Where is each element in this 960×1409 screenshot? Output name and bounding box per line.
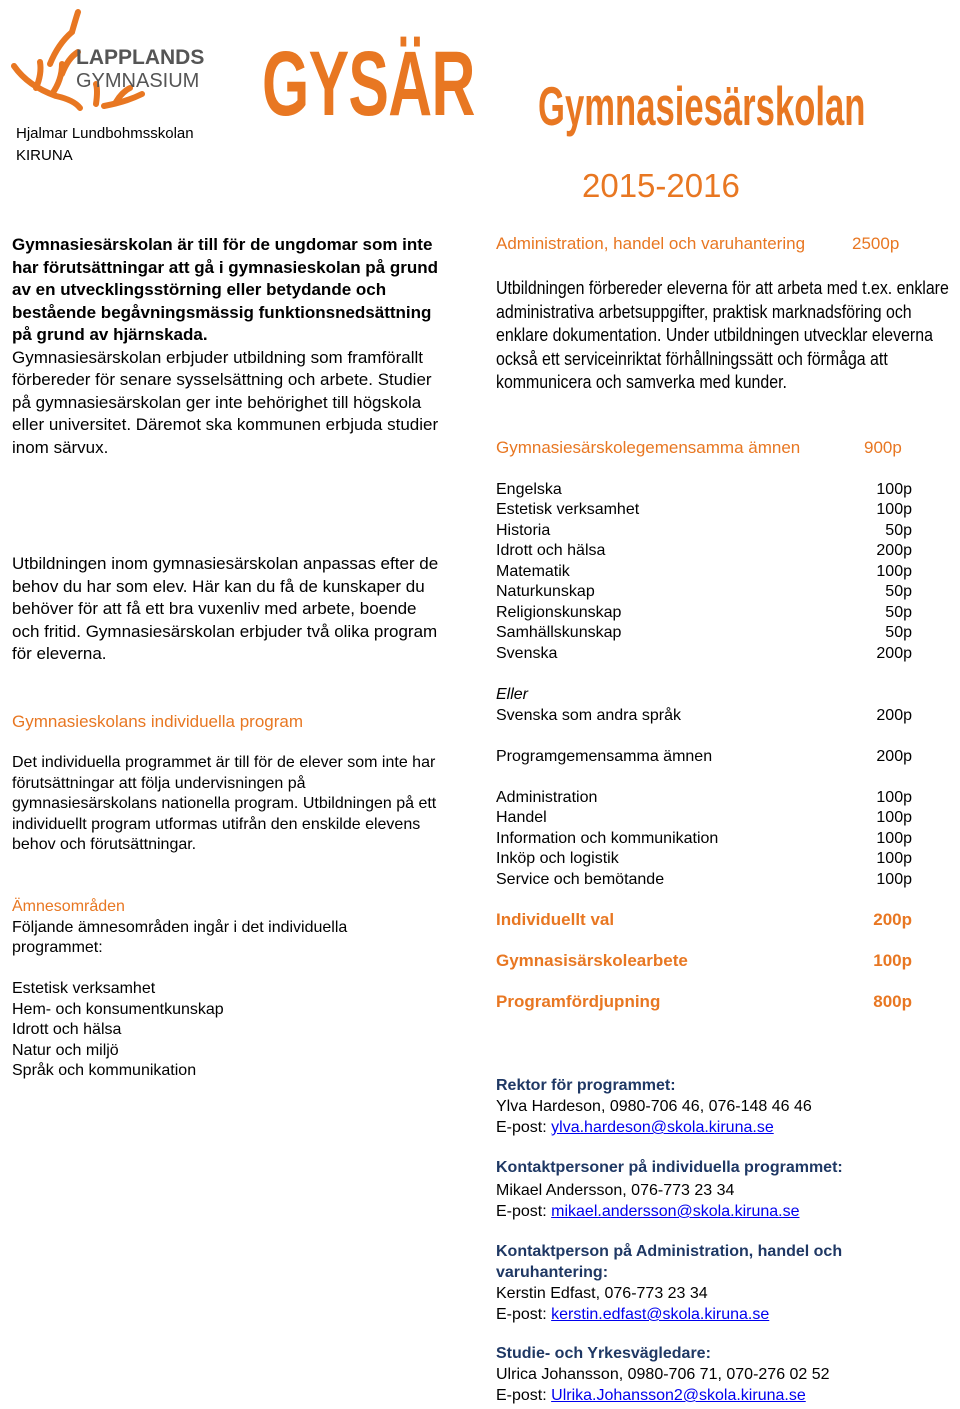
thesis-label: Gymnasisärskolearbete bbox=[496, 951, 688, 970]
subject-areas-section bbox=[12, 897, 442, 959]
subject-points: 100p bbox=[876, 871, 912, 888]
subject-points: 50p bbox=[885, 624, 912, 641]
table-row bbox=[496, 623, 912, 643]
table-row bbox=[496, 500, 912, 520]
program-common-row bbox=[496, 747, 912, 767]
subject-name: Religionskunskap bbox=[496, 604, 622, 621]
table-row bbox=[496, 541, 912, 561]
subject-name: Service och bemötande bbox=[496, 871, 665, 888]
subject-points: 100p bbox=[876, 809, 912, 826]
adaptation-text: Utbildningen inom gymnasiesärskolan anpassas efter de behov du har som elev. Här kan du få de kunskaper du behöver för att få ett bra vuxenliv med arbete, boende och fritid. Gymnasiesärskolan erbjuder två olika program för eleverna. bbox=[12, 554, 439, 663]
title-gysar: GYSÄR bbox=[262, 33, 475, 135]
common-subjects-heading: Gymnasiesärskolegemensamma ämnen bbox=[496, 438, 801, 457]
subject-name: Matematik bbox=[496, 563, 570, 580]
subject-areas-intro: Följande ämnesområden ingår i det individuella programmet: bbox=[12, 918, 348, 956]
subject-name: Inköp och logistik bbox=[496, 850, 619, 867]
program-heading: Administration, handel och varuhantering bbox=[496, 234, 806, 253]
contact-line: Ulrica Johansson, 0980-706 71, 070-276 02 52 bbox=[496, 1366, 830, 1383]
contact-block bbox=[496, 1241, 896, 1325]
common-subjects-heading-row bbox=[496, 438, 912, 458]
intro-bold-text: Gymnasiesärskolan är till för de ungdomar som inte har förutsättningar att gå i gymnasieskolan på grund av en utvecklingsstörning eller betydande och bestående begåvningsmässig funktionsnedsättning på grund av hjärnskada. bbox=[12, 235, 439, 344]
logo-text-lapplands: LAPPLANDS bbox=[76, 46, 205, 69]
contact-heading: Studie- och Yrkesvägledare: bbox=[496, 1345, 711, 1362]
table-row bbox=[496, 603, 912, 623]
eller-label: Eller bbox=[496, 686, 529, 703]
individual-choice-points: 200p bbox=[873, 910, 912, 929]
thesis-row bbox=[496, 951, 912, 971]
individual-program-desc: Det individuella programmet är till för de elever som inte har förutsättningar att följa undervisningen på gymnasiesärskolans nationella program. Utbildningen på ett individuellt program utformas utifrån den enskilde elevens behov och förutsättningar. bbox=[12, 754, 437, 853]
contact-heading: Kontaktpersoner på individuella programmet: bbox=[496, 1159, 843, 1176]
contact-block bbox=[496, 1075, 936, 1138]
table-row bbox=[496, 829, 912, 849]
table-row bbox=[496, 870, 912, 890]
program-points: 2500p bbox=[852, 234, 900, 253]
table-row bbox=[496, 706, 912, 726]
school-name: Hjalmar Lundbohmsskolan bbox=[16, 125, 194, 142]
list-item: Idrott och hälsa bbox=[12, 1021, 122, 1038]
intro-section bbox=[12, 234, 442, 459]
contact-block bbox=[496, 1157, 936, 1222]
email-link[interactable]: mikael.andersson@skola.kiruna.se bbox=[551, 1203, 800, 1220]
subject-points: 200p bbox=[876, 707, 912, 724]
subject-name: Samhällskunskap bbox=[496, 624, 622, 641]
logo-text-gymnasium: GYMNASIUM bbox=[76, 70, 200, 92]
subject-name: Administration bbox=[496, 789, 598, 806]
subject-points: 200p bbox=[876, 542, 912, 559]
email-label: E-post: bbox=[496, 1387, 547, 1404]
subject-points: 100p bbox=[876, 563, 912, 580]
program-description bbox=[496, 276, 956, 394]
program-heading-row bbox=[496, 234, 912, 254]
subject-name: Estetisk verksamhet bbox=[496, 501, 640, 518]
list-item: Estetisk verksamhet bbox=[12, 980, 156, 997]
list-item: Språk och kommunikation bbox=[12, 1062, 197, 1079]
subject-areas-heading: Ämnesområden bbox=[12, 898, 125, 915]
table-row bbox=[496, 808, 912, 828]
individual-choice-row bbox=[496, 910, 912, 930]
subject-areas-list bbox=[12, 979, 442, 1082]
subject-name: Engelska bbox=[496, 481, 562, 498]
subject-points: 100p bbox=[876, 830, 912, 847]
subject-name: Svenska bbox=[496, 645, 558, 662]
program-description-text: Utbildningen förbereder eleverna för att arbeta med t.ex. enklare administrativa arbetsuppgifter, praktisk marknadsföring och enklare dokumentation. Under utbildningen utvecklar eleverna också ett serviceinriktat förhållningssätt och förmåga att kommunicera och samverka med kunder. bbox=[496, 277, 949, 392]
contact-line: Kerstin Edfast, 076-773 23 34 bbox=[496, 1285, 708, 1302]
subject-points: 100p bbox=[876, 501, 912, 518]
email-link[interactable]: ylva.hardeson@skola.kiruna.se bbox=[551, 1119, 774, 1136]
table-row bbox=[496, 644, 912, 664]
city-name: KIRUNA bbox=[16, 147, 73, 164]
individual-choice-label: Individuellt val bbox=[496, 910, 615, 929]
table-row bbox=[496, 521, 912, 541]
antler-logo-graphic bbox=[6, 4, 206, 112]
subject-points: 100p bbox=[876, 850, 912, 867]
subject-points: 100p bbox=[876, 789, 912, 806]
subject-name: Historia bbox=[496, 522, 551, 539]
contact-block bbox=[496, 1343, 936, 1406]
subject-name: Handel bbox=[496, 809, 547, 826]
email-link[interactable]: Ulrika.Johansson2@skola.kiruna.se bbox=[551, 1387, 806, 1404]
individual-program-text bbox=[12, 753, 442, 856]
eller-row bbox=[496, 685, 912, 705]
subject-points: 50p bbox=[885, 522, 912, 539]
individual-program-heading bbox=[12, 711, 442, 734]
common-subjects-points: 900p bbox=[864, 438, 902, 457]
table-row bbox=[496, 582, 912, 602]
table-row bbox=[496, 562, 912, 582]
table-row bbox=[496, 480, 912, 500]
school-logo bbox=[6, 4, 206, 112]
table-row bbox=[496, 788, 912, 808]
list-item: Natur och miljö bbox=[12, 1041, 119, 1059]
individual-program-heading-text: Gymnasieskolans individuella program bbox=[12, 712, 304, 731]
contact-heading: Rektor för programmet: bbox=[496, 1077, 676, 1094]
subject-name: Naturkunskap bbox=[496, 583, 595, 600]
email-label: E-post: bbox=[496, 1306, 547, 1323]
program-common-points: 200p bbox=[876, 748, 912, 765]
table-row bbox=[496, 849, 912, 869]
contact-heading: Kontaktperson på Administration, handel och varuhantering: bbox=[496, 1243, 843, 1281]
intro-text: Gymnasiesärskolan erbjuder utbildning som framförallt förbereder för senare sysselsättning och arbete. Studier på gymnasiesärskolan ger inte behörighet till högskola eller universitet. Däremot ska kommunen erbjuda studier inom särvux. bbox=[12, 347, 439, 457]
subject-points: 100p bbox=[876, 481, 912, 498]
school-year: 2015-2016 bbox=[582, 167, 740, 204]
specialization-points: 800p bbox=[873, 992, 912, 1011]
subject-points: 200p bbox=[876, 645, 912, 662]
list-item: Hem- och konsumentkunskap bbox=[12, 1000, 224, 1018]
thesis-points: 100p bbox=[873, 951, 912, 970]
subject-points: 50p bbox=[885, 604, 912, 621]
email-label: E-post: bbox=[496, 1119, 547, 1136]
subject-points: 50p bbox=[885, 583, 912, 600]
specialization-row bbox=[496, 992, 912, 1012]
subject-name: Svenska som andra språk bbox=[496, 707, 681, 724]
subject-name: Idrott och hälsa bbox=[496, 542, 606, 559]
subject-name: Information och kommunikation bbox=[496, 830, 719, 847]
specialization-label: Programfördjupning bbox=[496, 992, 661, 1011]
title-gymnasiesarskolan: Gymnasiesärskolan bbox=[538, 75, 866, 137]
email-link[interactable]: kerstin.edfast@skola.kiruna.se bbox=[551, 1306, 770, 1323]
contact-line: Mikael Andersson, 076-773 23 34 bbox=[496, 1182, 735, 1199]
email-label: E-post: bbox=[496, 1203, 547, 1220]
adaptation-paragraph bbox=[12, 553, 442, 666]
program-common-label: Programgemensamma ämnen bbox=[496, 748, 713, 765]
contact-line: Ylva Hardeson, 0980-706 46, 076-148 46 46 bbox=[496, 1098, 812, 1115]
